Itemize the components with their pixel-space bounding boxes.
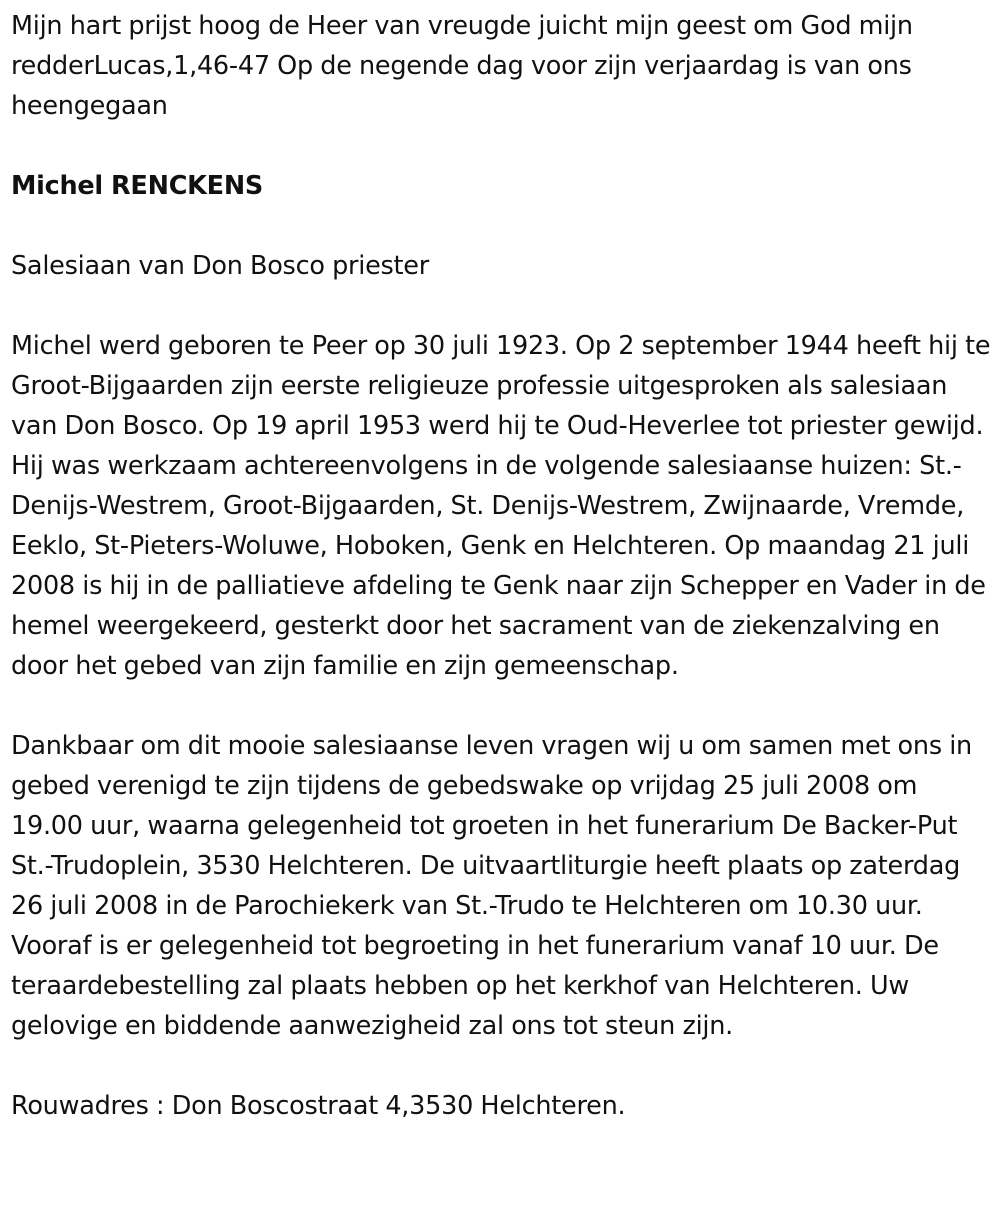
mourning-address: Rouwadres : Don Boscostraat 4,3530 Helchteren. (11, 1091, 626, 1121)
deceased-role: Salesiaan van Don Bosco priester (11, 251, 429, 281)
paragraph-spacer (11, 686, 993, 726)
paragraph-spacer (11, 126, 993, 166)
intro-verse: Mijn hart prijst hoog de Heer van vreugde juicht mijn geest om God mijn redderLucas,1,46-47 Op de negende dag voor zijn verjaardag is van ons heengegaan (11, 11, 913, 121)
paragraph-spacer (11, 1046, 993, 1086)
biography-paragraph: Michel werd geboren te Peer op 30 juli 1923. Op 2 september 1944 heeft hij te Groot-Bijgaarden zijn eerste religieuze professie uitgesproken als salesiaan van Don Bosco. Op 19 april 1953 werd hij te Oud-Heverlee tot priester gewijd. Hij was werkzaam achtereenvolgens in de volgende salesiaanse huizen: St.-Denijs-Westrem, Groot-Bijgaarden, St. Denijs-Westrem, Zwijnaarde, Vremde, Eeklo, St-Pieters-Woluwe, Hoboken, Genk en Helchteren. Op maandag 21 juli 2008 is hij in de palliatieve afdeling te Genk naar zijn Schepper en Vader in de hemel weergekeerd, gesterkt door het sacrament van de ziekenzalving en door het gebed van zijn familie en zijn gemeenschap. (11, 331, 991, 681)
deceased-name: Michel RENCKENS (11, 171, 264, 201)
paragraph-spacer (11, 286, 993, 326)
paragraph-spacer (11, 206, 993, 246)
invitation-paragraph: Dankbaar om dit mooie salesiaanse leven vragen wij u om samen met ons in gebed verenigd te zijn tijdens de gebedswake op vrijdag 25 juli 2008 om 19.00 uur, waarna gelegenheid tot groeten in het funerarium De Backer-Put St.-Trudoplein, 3530 Helchteren. De uitvaartliturgie heeft plaats op zaterdag 26 juli 2008 in de Parochiekerk van St.-Trudo te Helchteren om 10.30 uur. Vooraf is er gelegenheid tot begroeting in het funerarium vanaf 10 uur. De teraardebestelling zal plaats hebben op het kerkhof van Helchteren. Uw gelovige en biddende aanwezigheid zal ons tot steun zijn. (11, 731, 972, 1041)
obituary-document (11, 0, 993, 1126)
